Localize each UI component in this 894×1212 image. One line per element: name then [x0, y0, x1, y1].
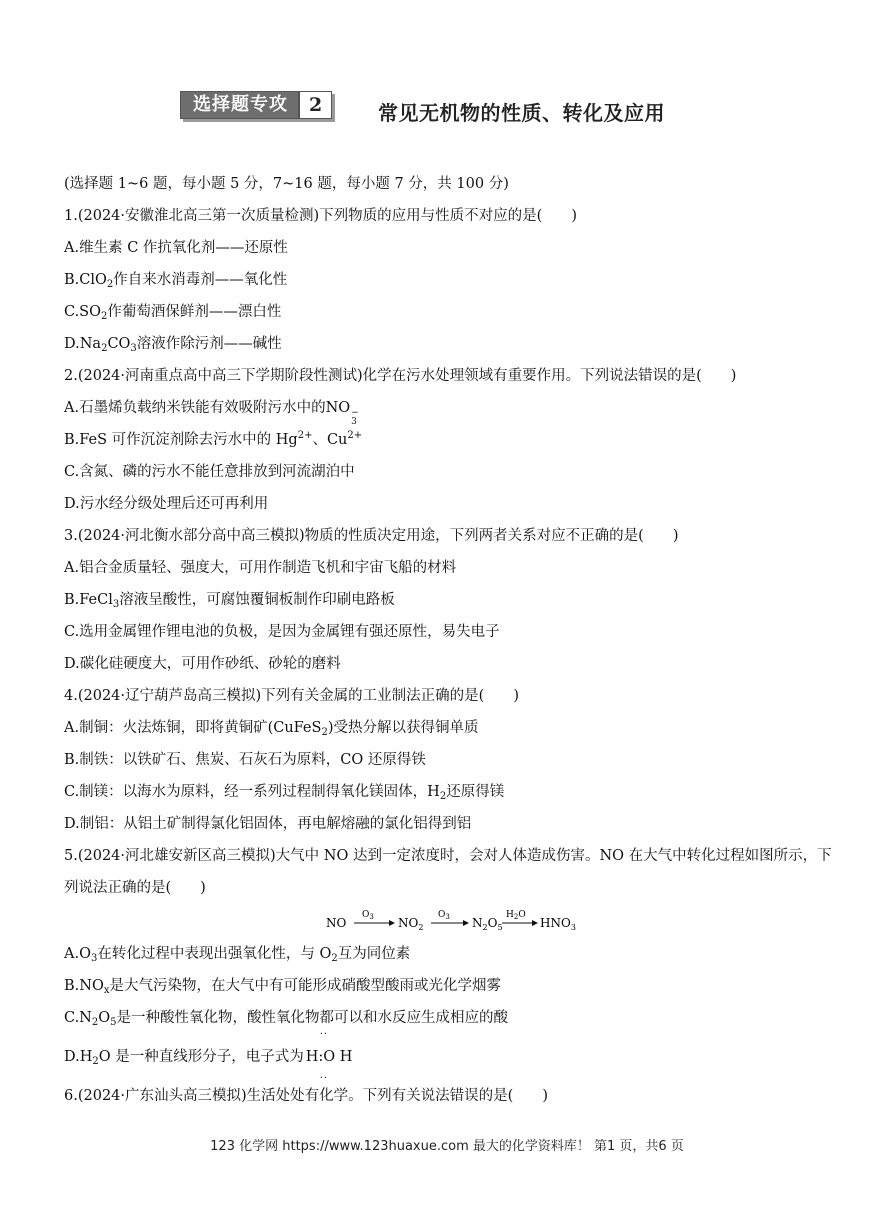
reagent-h2o: $H_2O$ [506, 910, 526, 921]
q3-option-b: B.FeCl$_3$溶液呈酸性，可腐蚀覆铜板制作印刷电路板 [64, 592, 395, 610]
q3-stem: 3.(2024·河北衡水部分高中高三模拟)物质的性质决定用途，下列两者关系对应不正确的是( ) [64, 528, 679, 544]
intro-text: (选择题 1~6 题，每小题 5 分，7~16 题，每小题 7 分，共 100 分) [64, 176, 509, 192]
badge-number: 2 [298, 92, 331, 118]
q4-option-a: A.制铜：火法炼铜，即将黄铜矿(CuFeS$_2$)受热分解以获得铜单质 [64, 720, 479, 738]
q4-option-c: C.制镁：以海水为原料，经一系列过程制得氧化镁固体，$H_2$还原得镁 [64, 784, 505, 802]
q2-option-c: C.含氮、磷的污水不能任意排放到河流湖泊中 [64, 464, 355, 480]
q3-option-c: C.选用金属锂作锂电池的负极，是因为金属锂有强还原性，易失电子 [64, 624, 500, 640]
lone-pair-top: ·· [319, 1029, 329, 1040]
q5-option-b: $B.NO_x$是大气污染物，在大气中有可能形成硝酸型酸雨或光化学烟雾 [64, 978, 501, 996]
water-lewis-structure: ·· H:O H ·· [305, 1029, 353, 1084]
q5-stem: 5.(2024·河北雄安新区高三模拟)大气中 NO 达到一定浓度时，会对人体造成伤害。NO 在大气中转化过程如图所示，下列说法正确的是( ) [64, 848, 832, 896]
q5-option-a: $A.O_3$在转化过程中表现出强氧化性，与 $O_2$互为同位素 [64, 946, 411, 964]
q3-option-a: A.铝合金质量轻、强度大，可用作制造飞机和宇宙飞船的材料 [64, 560, 457, 576]
page-title: 常见无机物的性质、转化及应用 [378, 101, 665, 125]
q1-option-a: A.维生素 C 作抗氧化剂——还原性 [64, 240, 288, 256]
species-no2: $NO_2$ [398, 916, 424, 932]
q2-option-a: A.石墨烯负载纳米铁能有效吸附污水中的NO − 3 [64, 392, 844, 424]
species-no: NO [326, 916, 347, 930]
q2-option-b: B.FeS 可作沉淀剂除去污水中的 $Hg^{2+}$、$Cu^{2+}$ [64, 430, 363, 448]
q5-reaction-scheme [64, 904, 844, 938]
q1-option-d: $D.Na_2CO_3$溶液作除污剂——碱性 [64, 336, 282, 354]
page-footer: 123 化学网 https://www.123huaxue.com 最大的化学资料库！ 第1 页，共6 页 [210, 1139, 684, 1154]
arrowhead-2 [463, 920, 469, 926]
q4-option-d: D.制铝：从铝土矿制得氯化铝固体，再电解熔融的氯化铝得到铝 [64, 816, 472, 832]
q4-option-b: B.制铁：以铁矿石、焦炭、石灰石为原料，CO 还原得铁 [64, 752, 426, 768]
q1-option-c: $C.SO_2$作葡萄酒保鲜剂——漂白性 [64, 304, 282, 322]
q4-stem: 4.(2024·辽宁葫芦岛高三模拟)下列有关金属的工业制法正确的是( ) [64, 688, 519, 704]
q1-option-b: B.ClO$_2$作自来水消毒剂——氧化性 [64, 272, 288, 290]
reagent-o3-1: $O_3$ [362, 910, 374, 921]
arrowhead-1 [389, 920, 395, 926]
q5-option-c: $C.N_2O_5$是一种酸性氧化物，酸性氧化物都可以和水反应生成相应的酸 [64, 1010, 509, 1028]
reaction-scheme-diagram [326, 908, 586, 934]
q5-option-d: $D.H_2O$ 是一种直线形分子，电子式为 ·· H:O H ·· [64, 1029, 353, 1084]
badge-label: 选择题专攻 [181, 92, 298, 118]
nitrate-ion: NO − 3 [325, 400, 359, 427]
species-n2o5: $N_2O_5$ [472, 916, 503, 932]
q6-stem: 6.(2024·广东汕头高三模拟)生活处处有化学。下列有关说法错误的是( ) [64, 1088, 548, 1104]
q2-stem: 2.(2024·河南重点高中高三下学期阶段性测试)化学在污水处理领域有重要作用。下列说法错误的是( ) [64, 368, 737, 384]
q2-option-d: D.污水经分级处理后还可再利用 [64, 496, 269, 512]
species-hno3: $HNO_3$ [540, 916, 576, 932]
q1-stem: 1.(2024·安徽淮北高三第一次质量检测)下列物质的应用与性质不对应的是( ) [64, 208, 577, 224]
section-header [180, 90, 332, 120]
section-badge [180, 91, 332, 119]
reagent-o3-2: $O_3$ [438, 910, 450, 921]
arrowhead-3 [532, 920, 538, 926]
lone-pair-bottom: ·· [319, 1073, 329, 1084]
q3-option-d: D.碳化硅硬度大，可用作砂纸、砂轮的磨料 [64, 656, 341, 672]
question-list [64, 168, 844, 1112]
